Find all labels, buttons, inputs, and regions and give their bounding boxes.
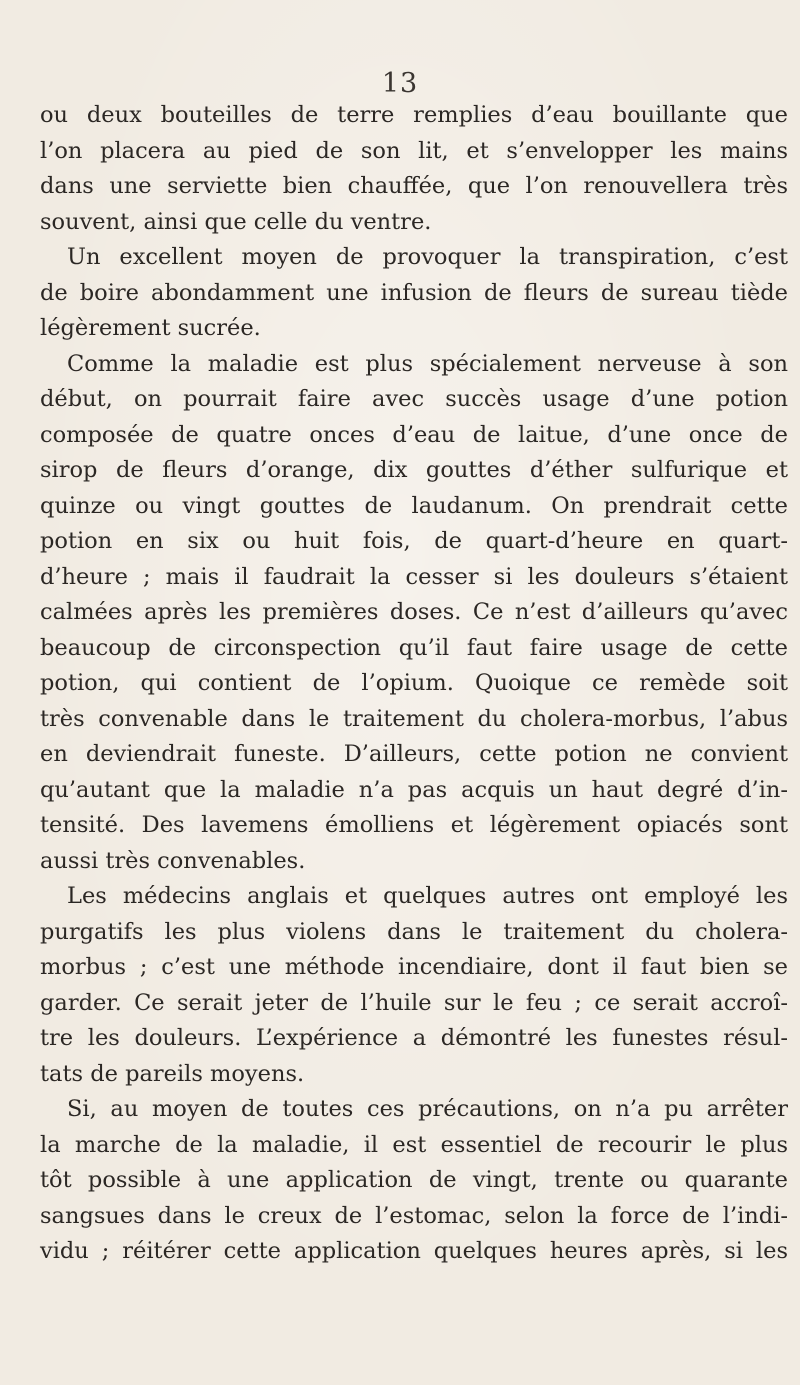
text-line: de boire abondamment une infusion de fleurs de sureau tiède <box>40 279 788 306</box>
text-line: Si, au moyen de toutes ces précautions, on n’a pu arrêter <box>67 1096 788 1122</box>
text-line: qu’autant que la maladie n’a pas acquis un haut degré d’in- <box>40 776 788 803</box>
text-line: tre les douleurs. L’expérience a démontré les funestes résul- <box>40 1025 788 1051</box>
text-line: potion, qui contient de l’opium. Quoique ce remède soit <box>40 670 788 696</box>
text-line: aussi très convenables. <box>40 847 306 874</box>
text-line: Les médecins anglais et quelques autres ont employé les <box>67 883 788 909</box>
text-line: vidu ; réitérer cette application quelques heures après, si les <box>40 1238 788 1264</box>
text-line: très convenable dans le traitement du cholera-morbus, l’abus <box>40 705 788 732</box>
text-line: tensité. Des lavemens émolliens et légèrement opiacés sont <box>40 812 788 838</box>
text-line: purgatifs les plus violens dans le traitement du cholera- <box>40 918 788 945</box>
text-line: tats de pareils moyens. <box>40 1060 305 1087</box>
text-line: calmées après les premières doses. Ce n’est d’ailleurs qu’avec <box>40 599 788 625</box>
text-line: sangsues dans le creux de l’estomac, selon la force de l’indi- <box>40 1202 788 1229</box>
text-line: souvent, ainsi que celle du ventre. <box>40 208 432 235</box>
text-line: l’on placera au pied de son lit, et s’envelopper les mains <box>40 137 788 164</box>
body-text <box>40 98 788 1270</box>
text-line: début, on pourrait faire avec succès usage d’une potion <box>40 386 788 412</box>
text-line: tôt possible à une application de vingt, trente ou quarante <box>40 1167 788 1193</box>
text-line: quinze ou vingt gouttes de laudanum. On prendrait cette <box>40 492 788 519</box>
text-line: ou deux bouteilles de terre remplies d’eau bouillante que <box>40 102 788 128</box>
text-line: d’heure ; mais il faudrait la cesser si les douleurs s’étaient <box>40 563 788 590</box>
text-line: Un excellent moyen de provoquer la transpiration, c’est <box>67 244 788 270</box>
text-line: garder. Ce serait jeter de l’huile sur le feu ; ce serait accroî- <box>40 989 788 1016</box>
text-line: morbus ; c’est une méthode incendiaire, dont il faut bien se <box>40 954 788 980</box>
page-number: 13 <box>381 68 419 99</box>
text-line: légèrement sucrée. <box>40 315 261 341</box>
text-line: dans une serviette bien chauffée, que l’on renouvellera très <box>40 173 788 199</box>
text-line: beaucoup de circonspection qu’il faut faire usage de cette <box>40 634 788 661</box>
text-line: en deviendrait funeste. D’ailleurs, cette potion ne convient <box>40 741 788 767</box>
text-line: Comme la maladie est plus spécialement nerveuse à son <box>67 350 788 377</box>
text-line: sirop de fleurs d’orange, dix gouttes d’éther sulfurique et <box>40 457 788 483</box>
text-line: composée de quatre onces d’eau de laitue, d’une once de <box>40 421 788 448</box>
text-line: potion en six ou huit fois, de quart-d’heure en quart- <box>40 528 788 554</box>
text-line: la marche de la maladie, il est essentiel de recourir le plus <box>40 1131 788 1158</box>
